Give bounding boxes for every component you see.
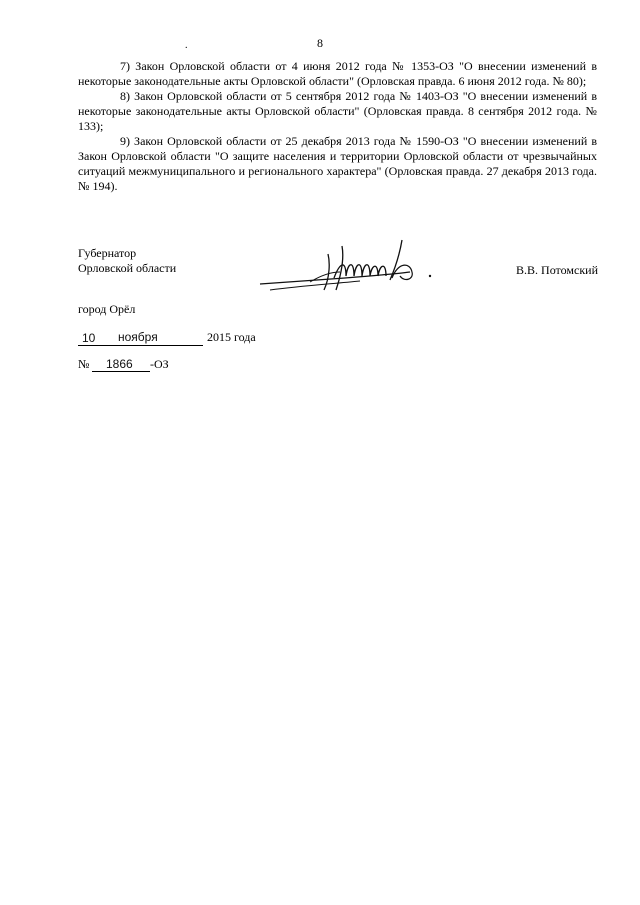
number-prefix: № [78, 357, 90, 371]
page-number: 8 [317, 36, 323, 50]
governor-title-line1: Губернатор [78, 246, 137, 260]
law-item-7: 7) Закон Орловской области от 4 июня 2012 года № 1353-ОЗ "О внесении изменений в некоторые законодательные акты Орловской области" (Орловская правда. 6 июня 2012 года. № 80); [78, 59, 597, 88]
number-line [78, 357, 278, 377]
governor-name: В.В. Потомский [516, 263, 598, 277]
number-suffix: -ОЗ [150, 357, 169, 371]
handwritten-signature [250, 232, 450, 312]
date-line [78, 330, 298, 350]
day-underline [78, 345, 108, 346]
date-day: 10 [82, 331, 96, 345]
stray-mark: . [185, 40, 188, 51]
governor-title [78, 246, 176, 276]
governor-title-line2: Орловской области [78, 261, 177, 275]
city-name: город Орёл [78, 302, 136, 316]
law-list [78, 59, 597, 194]
number-underline [92, 371, 150, 372]
date-year: 2015 года [207, 330, 256, 344]
number-value: 1866 [106, 357, 133, 371]
date-month: ноября [118, 330, 158, 344]
law-item-9: 9) Закон Орловской области от 25 декабря 2013 года № 1590-ОЗ "О внесении изменений в Закон Орловской области "О защите населения и территории Орловской области от чрезвычайных ситуаций межмуниципального и регионального характера" (Орловская правда. 27 декабря 2013 года. № 194). [78, 134, 597, 193]
signature-block [78, 246, 598, 306]
law-item-8: 8) Закон Орловской области от 5 сентября 2012 года № 1403-ОЗ "О внесении изменений в некоторые законодательные акты Орловской области" (Орловская правда. 8 сентября 2012 года. № 133); [78, 89, 597, 133]
month-underline [108, 345, 203, 346]
